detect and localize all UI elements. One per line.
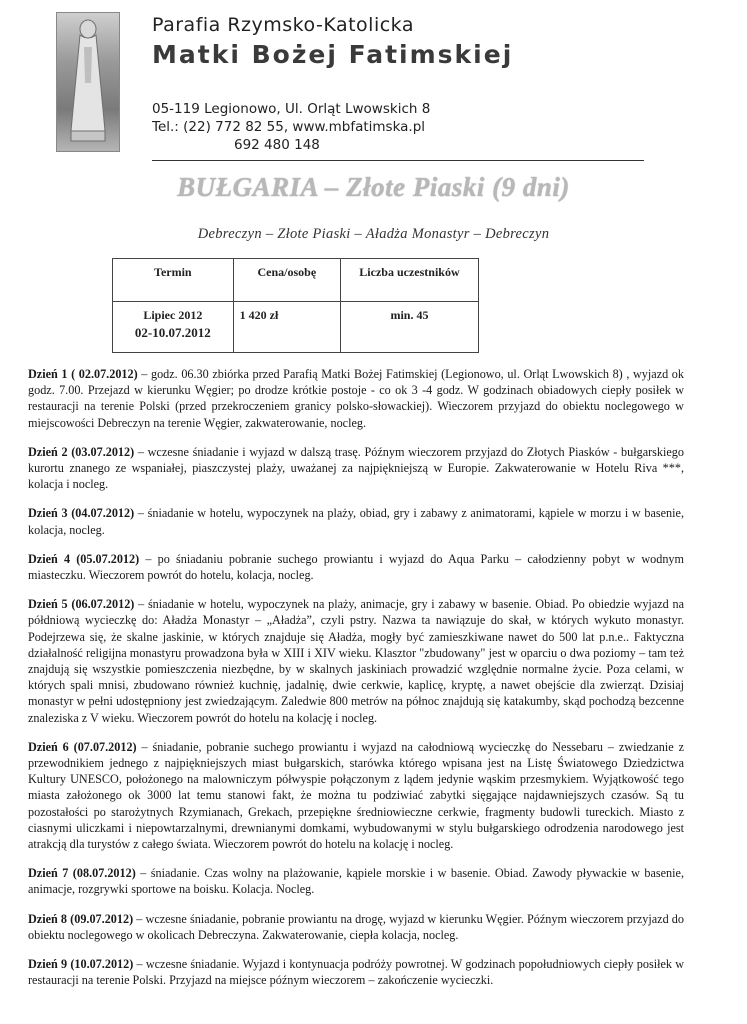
cell-term <box>113 302 234 353</box>
day-text: – śniadanie. Czas wolny na plażowanie, kąpiele morskie i w basenie. Obiad. Zawody pływackie w basenie, animacje, rozgrywki sportowe na boisku. Kolacja. Nocleg. <box>28 866 684 897</box>
day-text: – śniadanie, pobranie suchego prowiantu i wyjazd na całodniową wycieczkę do Nessebaru – zwiedzanie z przewodnikiem jednego z najpiękniejszych miast bułgarskich, starówka którego wpisana jest na Listę Światowego Dziedzictwa Kultury UNESCO, położonego na malowniczym półwyspie połączonym z lądem jedynie wąskim przesmykiem. Wyjątkowość tego miasta założonego ok 3000 lat temu stanowi fakt, że można tu podziwiać zabytki sięgające najdawniejszych czasów. Są tu pozostałości po starożytnych Rzymianach, Grekach, przepiękne średniowieczne cerkwie, fragmenty budowli tureckich. Miasto z ciasnymi uliczkami i niepowtarzalnymi, drewnianymi domkami, wybudowanymi w stylu bułgarskiego odrodzenia narodowego jest atrakcją dla turystów z całego świata. Wieczorem powrót do hotelu na kolację i nocleg. <box>28 739 684 852</box>
day-text: – wczesne śniadanie, pobranie prowiantu na drogę, wyjazd w kierunku Węgier. Późnym wieczorem przyjazd do obiektu noclegowego w okolicach Debreczyna. Zakwaterowanie, ciepła kolacja, nocleg. <box>28 911 684 942</box>
trip-route: Debreczyn – Złote Piaski – Aładża Monastyr – Debreczyn <box>197 226 550 242</box>
day-label: Dzień 1 ( 02.07.2012) <box>28 367 138 381</box>
madonna-statue-image <box>56 12 120 152</box>
day-label: Dzień 6 (07.07.2012) <box>28 739 137 754</box>
itinerary <box>28 366 684 1002</box>
term-month: Lipiec 2012 <box>143 308 203 322</box>
org-name-line1: Parafia Rzymsko-Katolicka <box>152 14 414 36</box>
header-divider <box>152 160 644 161</box>
day-paragraph <box>28 956 684 988</box>
day-text: – wczesne śniadanie i wyjazd w dalszą trasę. Późnym wieczorem przyjazd do Złotych Piasków - bułgarskiego kurortu znanego ze wspaniałej, piaszczystej plaży, uważanej za najpiękniejszą w Europie. Zakwaterowanie w Hotelu Riva ***, kolacja i nocleg. <box>28 444 684 492</box>
org-phone-mobile: 692 480 148 <box>234 137 320 153</box>
trip-info-table <box>112 258 479 353</box>
day-label: Dzień 7 (08.07.2012) <box>28 866 136 881</box>
day-paragraph <box>28 505 684 537</box>
day-label: Dzień 3 (04.07.2012) <box>28 506 135 521</box>
day-text: – śniadanie w hotelu, wypoczynek na plaży, animacje, gry i zabawy w basenie. Obiad. Po obiedzie wyjazd na półdniową wycieczkę do: Aładża Monastyr – „Aładża”, czyli pstry. Nazwa ta nawiązuje do skał, w których wykuto monastyr. Podejrzewa się, że skalne jaskinie, w których znajduje się Aładża, mogły być zamieszkiwane nawet do 500 lat p.n.e.. Faktyczna działalność religijna monastyru prowadzona była w XIII i XIV wieku. Klasztor "zbudowany" jest w oparciu o dwa poziomy – tam też znajdują się wszystkie pomieszczenia niezbędne, by w skalnych jaskiniach prowadzić względnie normalne życie. Poza celami, w których spali mnisi, zbudowano również kuchnię, jadalnię, dwie cerkwie, kaplicę, kryptę, a nawet obejście dla zwierząt. Dzisiaj monastyr w pełni udostępniony jest zwiedzającym. Zaledwie 800 metrów na północ znajdują się katakumby, skąd pochodzą bezcenne znaleziska z V wieku. Wieczorem powrót do hotelu na kolację i nocleg. <box>28 597 684 725</box>
org-phone-website: Tel.: (22) 772 82 55, www.mbfatimska.pl <box>152 119 426 135</box>
day-paragraph <box>28 444 684 493</box>
day-label: Dzień 8 (09.07.2012) <box>28 911 134 926</box>
table-header-row <box>113 259 479 302</box>
header-price: Cena/osobę <box>233 259 340 302</box>
table-row <box>113 302 479 353</box>
day-paragraph <box>28 911 684 943</box>
org-address: 05-119 Legionowo, Ul. Orląt Lwowskich 8 <box>152 101 431 117</box>
day-paragraph <box>28 596 684 726</box>
term-dates: 02-10.07.2012 <box>134 325 211 340</box>
day-label: Dzień 9 (10.07.2012) <box>28 957 134 972</box>
day-label: Dzień 4 (05.07.2012) <box>28 551 140 566</box>
parish-header <box>152 14 672 154</box>
day-paragraph <box>28 865 684 897</box>
day-text: – po śniadaniu pobranie suchego prowiantu i wyjazd do Aqua Parku – całodzienny pobyt w wodnym miasteczku. Wieczorem powrót do hotelu, kolacja, nocleg. <box>28 551 684 583</box>
cell-price: 1 420 zł <box>233 302 340 353</box>
header-participants: Liczba uczestników <box>340 259 478 302</box>
cell-participants: min. 45 <box>340 302 478 353</box>
org-name-line2: Matki Bożej Fatimskiej <box>152 40 514 69</box>
day-text: – wczesne śniadanie. Wyjazd i kontynuacja podróży powrotnej. W godzinach popołudniowych ciepły posiłek w restauracji na terenie Polski. Przyjazd na miejsce późnym wieczorem – zakończenie wycieczki. <box>28 957 684 988</box>
statue-icon <box>57 13 119 151</box>
header-term: Termin <box>113 259 234 302</box>
day-paragraph <box>28 551 684 583</box>
day-text: – godz. 06.30 zbiórka przed Parafią Matki Bożej Fatimskiej (Legionowo, ul. Orląt Lwowskich 8) , wyjazd ok godz. 7.00. Przejazd w kierunku Węgier; po drodze krótkie postoje - co ok 3 -4 godz. W godzinach obiadowych ciepły posiłek w restauracji na terenie Polski (przed przekroczeniem granicy polsko-słowackiej). Wieczorem przyjazd do obiektu noclegowego w miejscowości Debreczyn na terenie Węgier, zakwaterowanie, nocleg. <box>28 367 684 430</box>
day-label: Dzień 5 (06.07.2012) <box>28 597 135 612</box>
day-paragraph <box>28 366 684 431</box>
trip-title: BUŁGARIA – Złote Piaski (9 dni) <box>177 172 570 202</box>
day-label: Dzień 2 (03.07.2012) <box>28 444 135 459</box>
day-paragraph <box>28 739 684 852</box>
day-text: – śniadanie w hotelu, wypoczynek na plaży, obiad, gry i zabawy z animatorami, kąpiele w morzu i w basenie, kolacja, nocleg. <box>28 506 684 537</box>
